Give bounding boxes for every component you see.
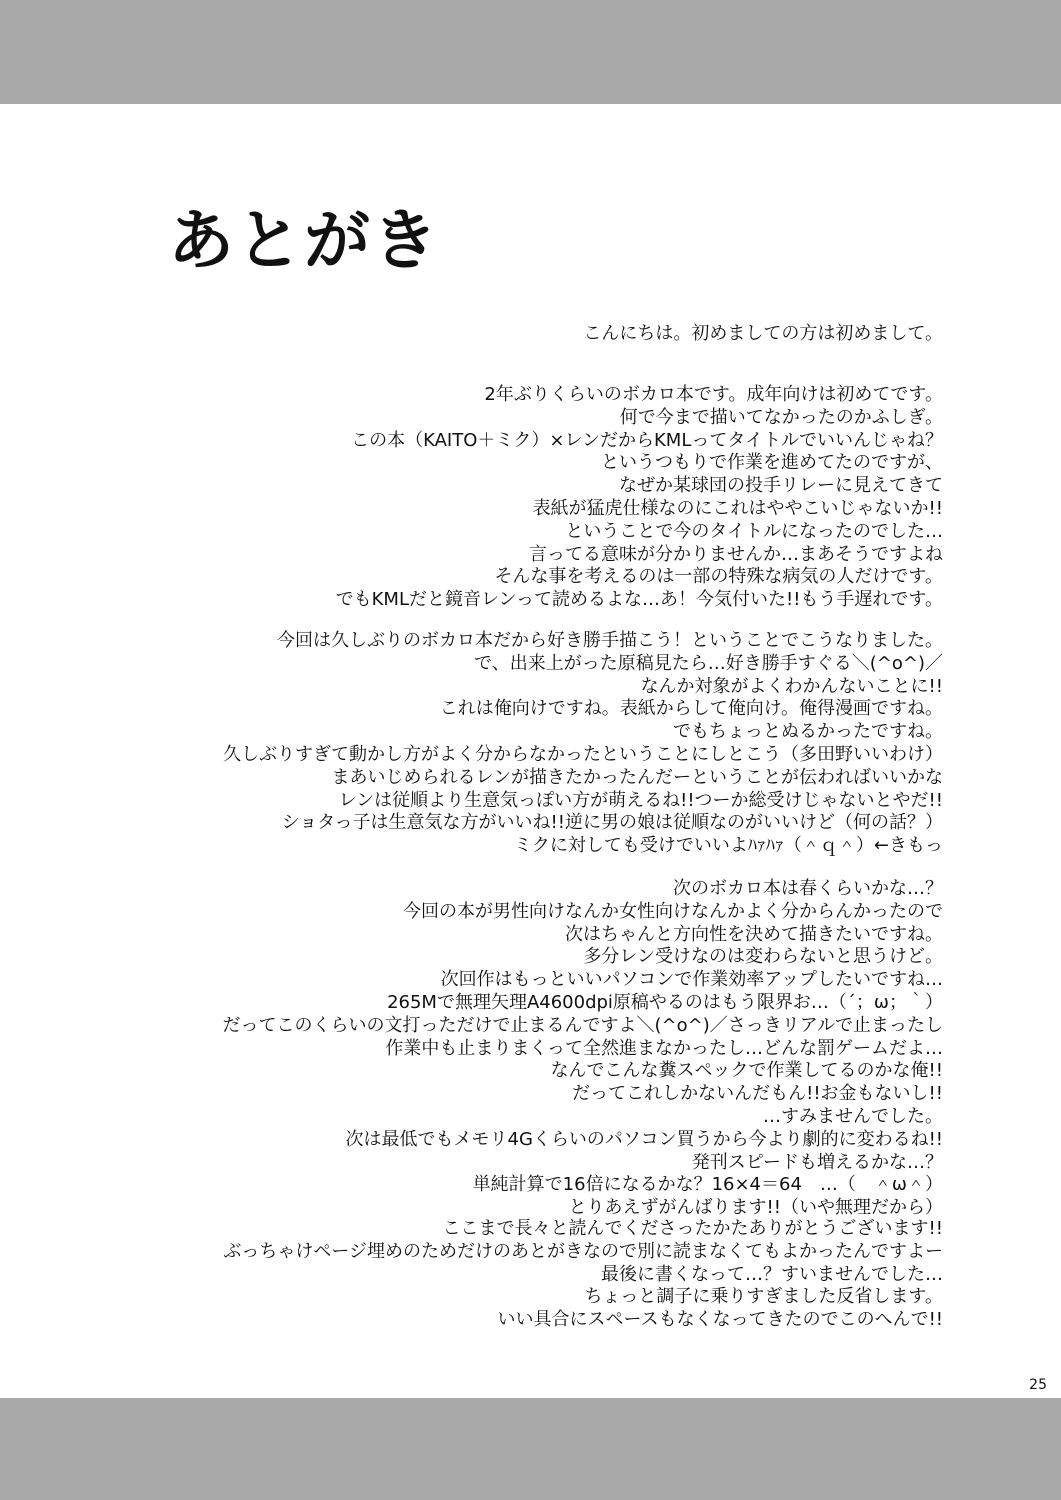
text-line: 次のボカロ本は春くらいかな…？ (673, 878, 943, 899)
text-line: ちょっと調子に乗りすぎました反省します。 (584, 1286, 943, 1308)
text-line: まあいじめられるレンが描きたかったんだーということが伝わればいいかな (331, 766, 943, 788)
text-line: 表紙が猛虎仕様なのにこれはややこいじゃないか!! (532, 497, 943, 519)
text-line: で、出来上がった原稿見たら…好き勝手すぐる＼(^o^)／ (474, 652, 943, 674)
text-line: これは俺向けですね。表紙からして俺向け。俺得漫画ですね。 (439, 698, 943, 720)
text-line: 今回の本が男性向けなんか女性向けなんかよく分からんかったので (403, 900, 943, 922)
text-line: ミクに対しても受けでいいよﾊｧﾊｧ（＾ｑ＾）←きもっ (513, 835, 943, 857)
text-line: 何で今まで描いてなかったのかふしぎ。 (619, 406, 943, 428)
paragraph-about-book (83, 630, 943, 858)
page-number: 25 (1029, 1377, 1047, 1393)
page-title: あとがき (168, 202, 440, 280)
text-line: 次回作はもっといいパソコンで作業効率アップしたいですね… (440, 969, 943, 991)
text-line: というつもりで作業を進めてたのですが、 (601, 452, 943, 474)
text-line: ショタっ子は生意気な方がいいね!!逆に男の娘は従順なのがいいけど（何の話？） (281, 812, 943, 834)
text-line: なぜか某球団の投手リレーに見えてきて (619, 475, 943, 497)
text-line: 265Mで無理矢理A4600dpi原稿やるのはもう限界お…（´；ω；｀） (387, 991, 943, 1013)
paragraph-closing (83, 1218, 943, 1332)
text-line: 作業中も止まりまくって全然進まなかったし…どんな罰ゲームだよ… (385, 1037, 943, 1059)
text-line: レンは従順より生意気っぽい方が萌えるね!!つーか総受けじゃないとやだ!! (338, 789, 943, 811)
text-line: ここまで長々と読んでくださったかたありがとうございます!! (442, 1218, 943, 1239)
text-line: でもちょっとぬるかったですね。 (673, 721, 943, 743)
text-line: 多分レン受けなのは変わらないと思うけど。 (583, 946, 943, 968)
paragraph-next-book (83, 878, 943, 1220)
text-line: 2年ぶりくらいのボカロ本です。成年向けは初めてです。 (484, 384, 943, 405)
top-gray-band (0, 0, 1061, 104)
text-line: 単純計算で16倍になるかな？16×4＝64 …（ ＾ω＾） (472, 1174, 943, 1196)
bottom-gray-band (0, 1398, 1061, 1500)
text-line: 言ってる意味が分かりませんか…まあそうですよね (529, 543, 943, 565)
text-line: ということで今のタイトルになったのでした… (565, 520, 943, 542)
text-line: 最後に書くなって…？すいませんでした… (601, 1263, 943, 1285)
text-line: ぶっちゃけページ埋めのためだけのあとがきなので別に読まなくてもよかったんですよー (223, 1240, 943, 1262)
text-line: こんにちは。初めましての方は初めまして。 (583, 323, 943, 344)
text-line: だってこのくらいの文打っただけで止まるんですよ＼(^o^)／さっきリアルで止まったし (222, 1014, 943, 1036)
text-line: この本（KAITO＋ミク）×レンだからKMLってタイトルでいいんじゃね？ (351, 429, 943, 451)
text-line: なんでこんな糞スペックで作業してるのかな俺!! (550, 1060, 943, 1082)
text-line: とりあえずがんばります!!（いや無理だから） (568, 1197, 943, 1219)
text-line: だってこれしかないんだもん!!お金もないし!! (572, 1083, 943, 1105)
text-line: 次はちゃんと方向性を決めて描きたいですね。 (565, 923, 943, 945)
text-line: 今回は久しぶりのボカロ本だから好き勝手描こう！ということでこうなりました。 (277, 630, 943, 651)
paragraph-greeting (83, 323, 943, 346)
text-line: 発刊スピードも増えるかな…？ (691, 1151, 943, 1173)
text-line: 久しぶりすぎて動かし方がよく分からなかったということにしとこう（多田野いいわけ） (223, 743, 943, 765)
paragraph-title-explanation (83, 384, 943, 612)
text-line: そんな事を考えるのは一部の特殊な病気の人だけです。 (494, 566, 943, 588)
text-line: いい具合にスペースもなくなってきたのでこのへんで!! (497, 1309, 943, 1331)
text-line: でもKMLだと鏡音レンって読めるよな…あ！今気付いた!!もう手遅れです。 (335, 589, 943, 611)
text-line: …すみませんでした。 (763, 1105, 943, 1127)
text-line: なんか対象がよくわかんないことに!! (640, 675, 943, 697)
text-line: 次は最低でもメモリ4Gくらいのパソコン買うから今より劇的に変わるね!! (345, 1128, 943, 1150)
